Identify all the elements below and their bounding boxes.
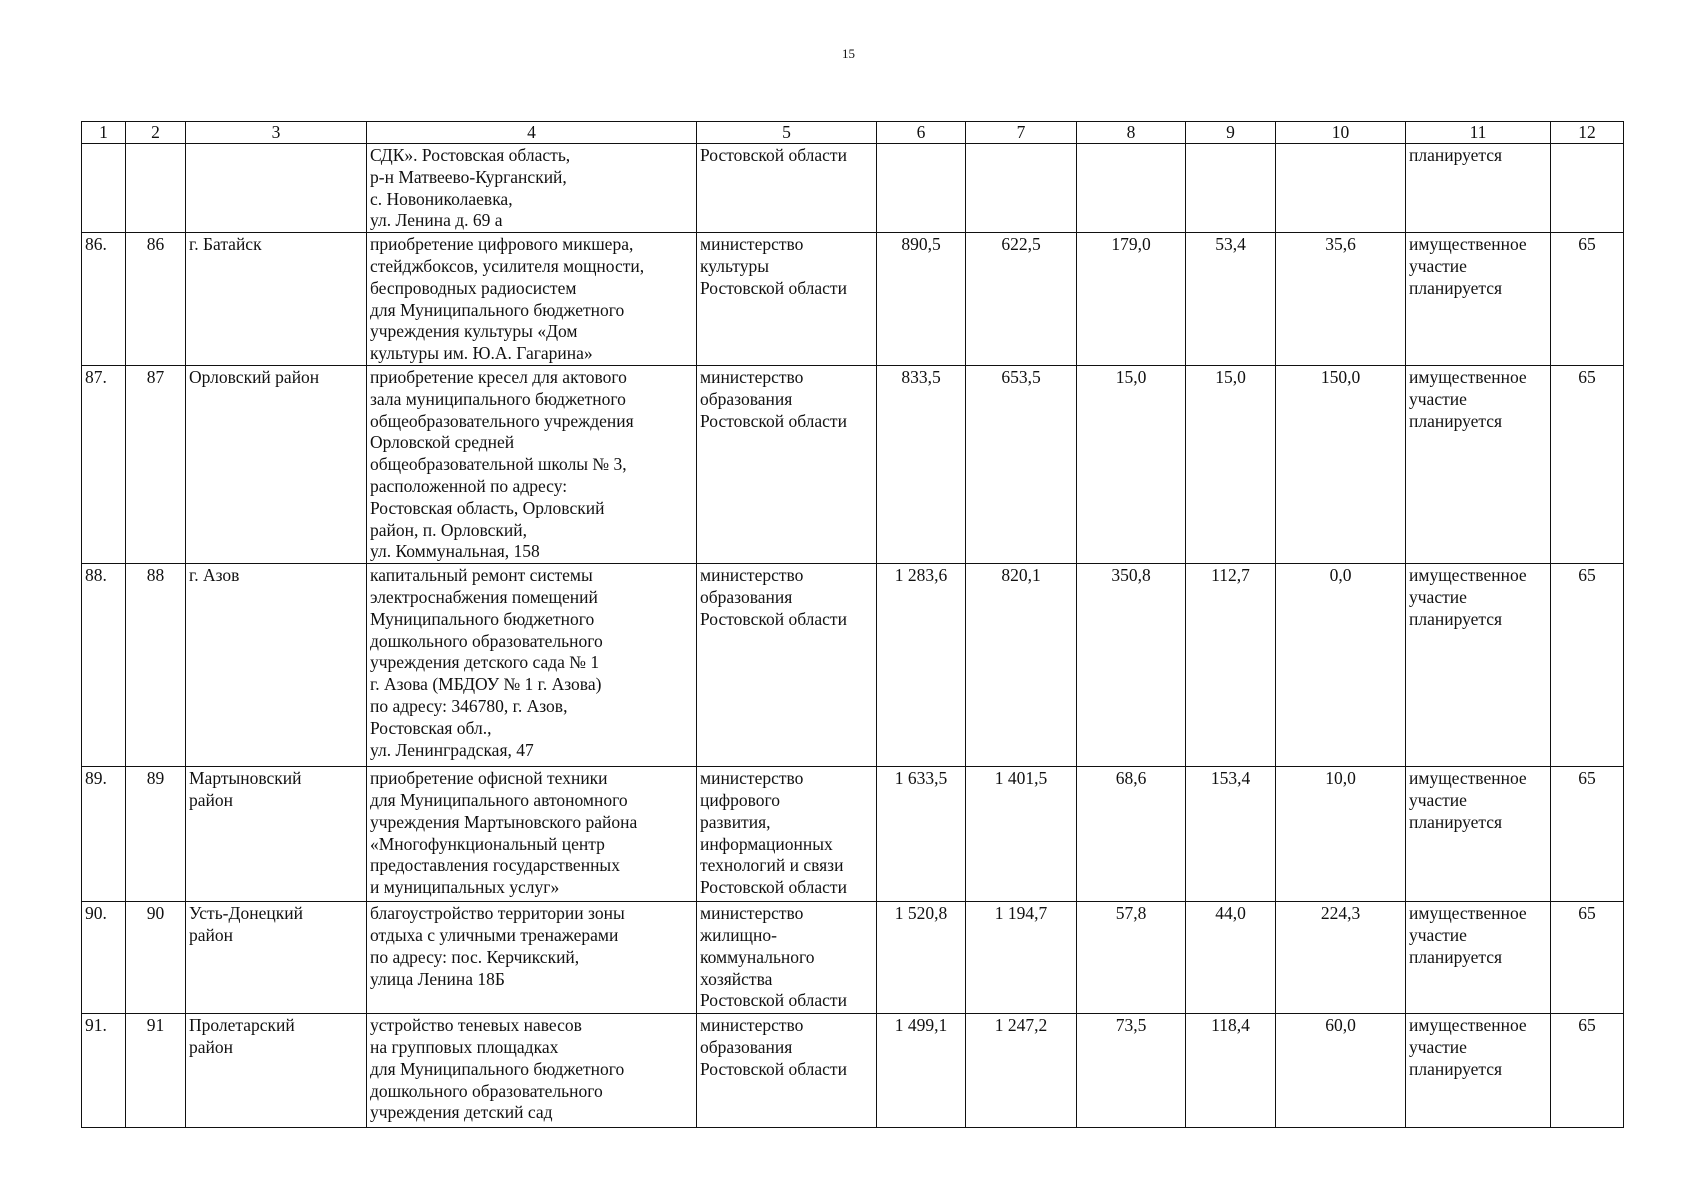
cell-line: общеобразовательного учреждения	[370, 410, 634, 431]
amount-col7-cell	[966, 144, 1077, 233]
column-header-2: 2	[126, 122, 186, 144]
cell-line: отдыха с уличными тренажерами	[370, 924, 619, 945]
cell-line: участие	[1409, 586, 1467, 607]
amount-col9-cell: 53,4	[1186, 233, 1276, 366]
column-header-12: 12	[1551, 122, 1624, 144]
column-header-7: 7	[966, 122, 1077, 144]
amount-col9-cell: 153,4	[1186, 767, 1276, 902]
cell-line: дошкольного образовательного	[370, 630, 603, 651]
table-row	[82, 233, 1624, 366]
cell-line: устройство теневых навесов	[370, 1015, 582, 1036]
cell-line: Ростовской области	[700, 877, 847, 898]
description-cell	[367, 365, 697, 563]
participation-cell	[1406, 233, 1551, 366]
cell-line: благоустройство территории зоны	[370, 903, 625, 924]
amount-col7-cell: 1 247,2	[966, 1014, 1077, 1128]
code-cell: 65	[1551, 1014, 1624, 1128]
row-number-cell: 88.	[82, 564, 126, 767]
description-cell	[367, 564, 697, 767]
projects-table	[81, 121, 1624, 1128]
cell-line: для Муниципального автономного	[370, 789, 628, 810]
cell-line: г. Азов	[189, 565, 240, 586]
cell-line: учреждения Мартыновского района	[370, 811, 638, 832]
cell-line: участие	[1409, 924, 1467, 945]
cell-line: Ростовской области	[700, 1058, 847, 1079]
cell-line: технологий и связи	[700, 855, 844, 876]
total-amount-cell	[877, 144, 966, 233]
row-id-cell: 91	[126, 1014, 186, 1128]
table-row	[82, 144, 1624, 233]
row-id-cell: 89	[126, 767, 186, 902]
cell-line: министерство	[700, 366, 804, 387]
municipality-cell	[186, 1014, 367, 1128]
cell-line: электроснабжения помещений	[370, 586, 598, 607]
ministry-cell	[697, 233, 877, 366]
cell-line: планируется	[1409, 608, 1503, 629]
column-header-11: 11	[1406, 122, 1551, 144]
cell-line: ул. Коммунальная, 158	[370, 541, 540, 562]
cell-line: зала муниципального бюджетного	[370, 388, 626, 409]
cell-line: Ростовской области	[700, 277, 847, 298]
amount-col8-cell: 179,0	[1077, 233, 1186, 366]
code-cell: 65	[1551, 233, 1624, 366]
table-row	[82, 1014, 1624, 1128]
cell-line: Ростовской области	[700, 410, 847, 431]
cell-line: предоставления государственных	[370, 855, 620, 876]
cell-line: планируется	[1409, 277, 1503, 298]
header-row	[82, 122, 1624, 144]
amount-col8-cell: 57,8	[1077, 902, 1186, 1014]
table-body	[82, 122, 1624, 1128]
cell-line: Ростовской области	[700, 145, 847, 165]
total-amount-cell: 1 633,5	[877, 767, 966, 902]
cell-line: информационных	[700, 833, 833, 854]
cell-line: министерство	[700, 234, 804, 255]
cell-line: район, п. Орловский,	[370, 519, 528, 540]
cell-line: жилищно-	[700, 924, 777, 945]
description-cell	[367, 902, 697, 1014]
code-cell: 65	[1551, 365, 1624, 563]
cell-line: Ростовской области	[700, 990, 847, 1011]
municipality-cell	[186, 767, 367, 902]
amount-col10-cell: 0,0	[1276, 564, 1406, 767]
amount-col7-cell: 1 401,5	[966, 767, 1077, 902]
cell-line: культуры	[700, 255, 769, 276]
amount-col9-cell: 44,0	[1186, 902, 1276, 1014]
municipality-cell	[186, 365, 367, 563]
cell-line: планируется	[1409, 1058, 1503, 1079]
row-number-cell: 91.	[82, 1014, 126, 1128]
municipality-cell	[186, 144, 367, 233]
municipality-cell	[186, 902, 367, 1014]
cell-line: приобретение кресел для актового	[370, 366, 627, 387]
cell-line: приобретение цифрового микшера,	[370, 234, 634, 255]
table-row	[82, 767, 1624, 902]
cell-line: ул. Ленина д. 69 а	[370, 210, 503, 231]
cell-line: Муниципального бюджетного	[370, 608, 595, 629]
amount-col8-cell: 68,6	[1077, 767, 1186, 902]
table-row	[82, 902, 1624, 1014]
cell-line: культуры им. Ю.А. Гагарина»	[370, 343, 593, 364]
row-id-cell: 87	[126, 365, 186, 563]
participation-cell	[1406, 767, 1551, 902]
total-amount-cell: 1 283,6	[877, 564, 966, 767]
cell-line: Пролетарский	[189, 1015, 295, 1036]
cell-line: на групповых площадках	[370, 1036, 559, 1057]
municipality-cell	[186, 233, 367, 366]
column-header-6: 6	[877, 122, 966, 144]
row-number-cell: 86.	[82, 233, 126, 366]
column-header-9: 9	[1186, 122, 1276, 144]
amount-col10-cell: 35,6	[1276, 233, 1406, 366]
amount-col10-cell: 60,0	[1276, 1014, 1406, 1128]
cell-line: р-н Матвеево-Курганский,	[370, 166, 567, 187]
participation-cell	[1406, 1014, 1551, 1128]
amount-col10-cell: 10,0	[1276, 767, 1406, 902]
cell-line: район	[189, 789, 233, 810]
cell-line: планируется	[1409, 946, 1503, 967]
cell-line: приобретение офисной техники	[370, 768, 608, 789]
cell-line: Орловской средней	[370, 432, 515, 453]
cell-line: Ростовской области	[700, 608, 847, 629]
row-id-cell: 88	[126, 564, 186, 767]
amount-col10-cell	[1276, 144, 1406, 233]
ministry-cell	[697, 767, 877, 902]
cell-line: имущественное	[1409, 234, 1527, 255]
participation-cell	[1406, 564, 1551, 767]
participation-cell	[1406, 144, 1551, 233]
description-cell	[367, 1014, 697, 1128]
cell-line: район	[189, 924, 233, 945]
cell-line: капитальный ремонт системы	[370, 565, 593, 586]
page-number: 15	[842, 46, 855, 61]
cell-line: министерство	[700, 1015, 804, 1036]
cell-line: дошкольного образовательного	[370, 1080, 603, 1101]
cell-line: цифрового	[700, 789, 780, 810]
cell-line: участие	[1409, 255, 1467, 276]
cell-line: Орловский район	[189, 366, 320, 387]
amount-col8-cell: 350,8	[1077, 564, 1186, 767]
cell-line: имущественное	[1409, 366, 1527, 387]
code-cell: 65	[1551, 767, 1624, 902]
ministry-cell	[697, 1014, 877, 1128]
cell-line: министерство	[700, 768, 804, 789]
cell-line: Ростовская область, Орловский	[370, 497, 605, 518]
cell-line: Ростовская обл.,	[370, 717, 492, 738]
cell-line: планируется	[1409, 410, 1503, 431]
code-cell: 65	[1551, 564, 1624, 767]
amount-col9-cell: 118,4	[1186, 1014, 1276, 1128]
cell-line: образования	[700, 586, 793, 607]
cell-line: с. Новониколаевка,	[370, 188, 513, 209]
description-cell	[367, 767, 697, 902]
amount-col9-cell	[1186, 144, 1276, 233]
description-cell	[367, 144, 697, 233]
amount-col9-cell: 15,0	[1186, 365, 1276, 563]
row-number-cell: 89.	[82, 767, 126, 902]
column-header-1: 1	[82, 122, 126, 144]
total-amount-cell: 833,5	[877, 365, 966, 563]
cell-line: участие	[1409, 789, 1467, 810]
cell-line: планируется	[1409, 145, 1503, 165]
total-amount-cell: 890,5	[877, 233, 966, 366]
cell-line: улица Ленина 18Б	[370, 968, 505, 989]
cell-line: расположенной по адресу:	[370, 475, 568, 496]
total-amount-cell: 1 520,8	[877, 902, 966, 1014]
row-number-cell	[82, 144, 126, 233]
column-header-4: 4	[367, 122, 697, 144]
cell-line: образования	[700, 388, 793, 409]
cell-line: г. Батайск	[189, 234, 262, 255]
table-row	[82, 365, 1624, 563]
cell-line: министерство	[700, 565, 804, 586]
cell-line: район	[189, 1036, 233, 1057]
amount-col7-cell: 820,1	[966, 564, 1077, 767]
amount-col8-cell	[1077, 144, 1186, 233]
amount-col7-cell: 1 194,7	[966, 902, 1077, 1014]
cell-line: СДК». Ростовская область,	[370, 145, 571, 165]
ministry-cell	[697, 365, 877, 563]
municipality-cell	[186, 564, 367, 767]
amount-col7-cell: 653,5	[966, 365, 1077, 563]
column-header-5: 5	[697, 122, 877, 144]
cell-line: министерство	[700, 903, 804, 924]
cell-line: и муниципальных услуг»	[370, 877, 560, 898]
cell-line: имущественное	[1409, 903, 1527, 924]
cell-line: учреждения культуры «Дом	[370, 321, 578, 342]
cell-line: имущественное	[1409, 768, 1527, 789]
cell-line: общеобразовательной школы № 3,	[370, 454, 627, 475]
cell-line: стейджбоксов, усилителя мощности,	[370, 255, 645, 276]
amount-col8-cell: 73,5	[1077, 1014, 1186, 1128]
column-header-10: 10	[1276, 122, 1406, 144]
row-id-cell	[126, 144, 186, 233]
cell-line: имущественное	[1409, 565, 1527, 586]
row-number-cell: 90.	[82, 902, 126, 1014]
cell-line: учреждения детский сад	[370, 1102, 553, 1123]
total-amount-cell: 1 499,1	[877, 1014, 966, 1128]
amount-col8-cell: 15,0	[1077, 365, 1186, 563]
code-cell: 65	[1551, 902, 1624, 1014]
amount-col10-cell: 150,0	[1276, 365, 1406, 563]
row-id-cell: 90	[126, 902, 186, 1014]
cell-line: планируется	[1409, 811, 1503, 832]
description-cell	[367, 233, 697, 366]
cell-line: коммунального	[700, 946, 815, 967]
row-number-cell: 87.	[82, 365, 126, 563]
cell-line: для Муниципального бюджетного	[370, 299, 625, 320]
column-header-8: 8	[1077, 122, 1186, 144]
cell-line: имущественное	[1409, 1015, 1527, 1036]
cell-line: учреждения детского сада № 1	[370, 652, 600, 673]
row-id-cell: 86	[126, 233, 186, 366]
amount-col9-cell: 112,7	[1186, 564, 1276, 767]
ministry-cell	[697, 144, 877, 233]
cell-line: развития,	[700, 811, 771, 832]
column-header-3: 3	[186, 122, 367, 144]
cell-line: г. Азова (МБДОУ № 1 г. Азова)	[370, 674, 602, 695]
cell-line: для Муниципального бюджетного	[370, 1058, 625, 1079]
table-row	[82, 564, 1624, 767]
cell-line: хозяйства	[700, 968, 773, 989]
cell-line: по адресу: 346780, г. Азов,	[370, 695, 568, 716]
code-cell	[1551, 144, 1624, 233]
amount-col10-cell: 224,3	[1276, 902, 1406, 1014]
cell-line: беспроводных радиосистем	[370, 277, 577, 298]
cell-line: участие	[1409, 388, 1467, 409]
cell-line: Мартыновский	[189, 768, 302, 789]
amount-col7-cell: 622,5	[966, 233, 1077, 366]
participation-cell	[1406, 902, 1551, 1014]
cell-line: участие	[1409, 1036, 1467, 1057]
cell-line: образования	[700, 1036, 793, 1057]
cell-line: Усть-Донецкий	[189, 903, 303, 924]
ministry-cell	[697, 902, 877, 1014]
cell-line: по адресу: пос. Керчикский,	[370, 946, 580, 967]
cell-line: «Многофункциональный центр	[370, 833, 605, 854]
cell-line: ул. Ленинградская, 47	[370, 739, 534, 760]
participation-cell	[1406, 365, 1551, 563]
ministry-cell	[697, 564, 877, 767]
